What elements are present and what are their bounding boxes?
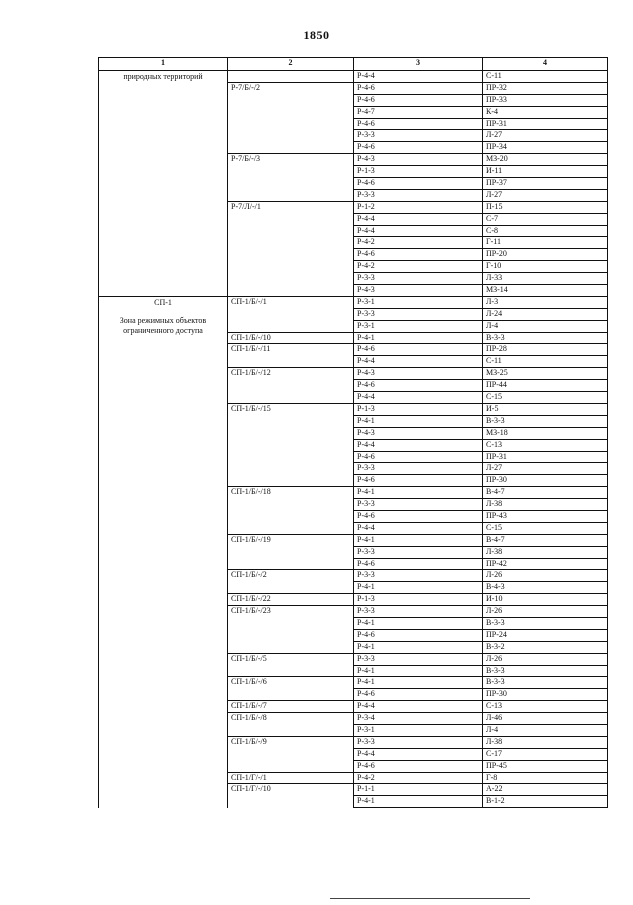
object-code-cell: Л-46 xyxy=(483,713,608,725)
column-header: 3 xyxy=(354,58,483,71)
zone-code-cell: СП-1/Б/-/15 xyxy=(228,403,354,486)
zone-code-cell: Р-7/Л/-/1 xyxy=(228,201,354,296)
object-code-cell: В-3-3 xyxy=(483,415,608,427)
object-code-cell: В-3-3 xyxy=(483,677,608,689)
zone-category-cell xyxy=(99,296,228,807)
object-code-cell: А-22 xyxy=(483,784,608,796)
regulation-code-cell: Р-3-3 xyxy=(354,189,483,201)
object-code-cell: С-8 xyxy=(483,225,608,237)
object-code-cell: В-4-3 xyxy=(483,582,608,594)
zone-code-cell: СП-1/Б/-/23 xyxy=(228,606,354,654)
object-code-cell: И-11 xyxy=(483,166,608,178)
regulation-code-cell: Р-3-3 xyxy=(354,606,483,618)
zone-code-cell: СП-1/Б/-/6 xyxy=(228,677,354,701)
zone-code-cell: СП-1/Г/-/1 xyxy=(228,772,354,784)
object-code-cell: С-13 xyxy=(483,439,608,451)
regulation-code-cell: Р-4-4 xyxy=(354,701,483,713)
regulation-code-cell: Р-4-2 xyxy=(354,261,483,273)
regulation-code-cell: Р-4-6 xyxy=(354,510,483,522)
regulation-code-cell: Р-4-3 xyxy=(354,368,483,380)
object-code-cell: ПР-34 xyxy=(483,142,608,154)
object-code-cell: В-4-7 xyxy=(483,534,608,546)
column-header: 4 xyxy=(483,58,608,71)
object-code-cell: Л-26 xyxy=(483,653,608,665)
zone-code-cell: СП-1/Б/-/7 xyxy=(228,701,354,713)
object-code-cell: ПР-31 xyxy=(483,451,608,463)
object-code-cell: Л-38 xyxy=(483,546,608,558)
object-code-cell: В-3-3 xyxy=(483,617,608,629)
regulation-code-cell: Р-4-1 xyxy=(354,534,483,546)
object-code-cell: Л-33 xyxy=(483,273,608,285)
regulation-code-cell: Р-4-7 xyxy=(354,106,483,118)
zone-code-cell xyxy=(228,71,354,83)
zone-code-cell: СП-1/Б/-/9 xyxy=(228,736,354,772)
regulation-code-cell: Р-4-6 xyxy=(354,760,483,772)
object-code-cell: ПР-42 xyxy=(483,558,608,570)
regulation-code-cell: Р-4-1 xyxy=(354,617,483,629)
zone-code-cell: СП-1/Б/-/1 xyxy=(228,296,354,332)
object-code-cell: Г-8 xyxy=(483,772,608,784)
object-code-cell: Л-4 xyxy=(483,724,608,736)
object-code-cell: Г-10 xyxy=(483,261,608,273)
object-code-cell: В-4-7 xyxy=(483,487,608,499)
regulation-code-cell: Р-4-2 xyxy=(354,772,483,784)
regulation-code-cell: Р-4-6 xyxy=(354,344,483,356)
object-code-cell: ПР-28 xyxy=(483,344,608,356)
regulation-code-cell: Р-4-6 xyxy=(354,142,483,154)
object-code-cell: МЗ-18 xyxy=(483,427,608,439)
regulation-code-cell: Р-4-4 xyxy=(354,748,483,760)
table-body xyxy=(99,71,608,808)
regulation-code-cell: Р-4-6 xyxy=(354,558,483,570)
object-code-cell: ПР-33 xyxy=(483,94,608,106)
regulation-code-cell: Р-3-3 xyxy=(354,499,483,511)
object-code-cell: С-7 xyxy=(483,213,608,225)
object-code-cell: В-3-3 xyxy=(483,665,608,677)
regulation-code-cell: Р-4-6 xyxy=(354,249,483,261)
regulation-code-cell: Р-3-3 xyxy=(354,653,483,665)
zone-code-cell: СП-1/Б/-/22 xyxy=(228,594,354,606)
regulation-code-cell: Р-3-4 xyxy=(354,713,483,725)
object-code-cell: И-5 xyxy=(483,403,608,415)
object-code-cell: В-1-2 xyxy=(483,796,608,808)
regulation-code-cell: Р-4-6 xyxy=(354,689,483,701)
object-code-cell: Л-27 xyxy=(483,130,608,142)
column-header: 2 xyxy=(228,58,354,71)
object-code-cell: МЗ-20 xyxy=(483,154,608,166)
regulation-code-cell: Р-4-4 xyxy=(354,356,483,368)
regulation-code-cell: Р-4-4 xyxy=(354,71,483,83)
regulation-code-cell: Р-3-3 xyxy=(354,736,483,748)
zone-code-cell: СП-1/Б/-/5 xyxy=(228,653,354,677)
zone-code-cell: Р-7/Б/-/2 xyxy=(228,82,354,153)
object-code-cell: ПР-20 xyxy=(483,249,608,261)
regulation-code-cell: Р-4-6 xyxy=(354,82,483,94)
regulation-code-cell: Р-4-1 xyxy=(354,332,483,344)
regulation-code-cell: Р-4-1 xyxy=(354,582,483,594)
object-code-cell: С-13 xyxy=(483,701,608,713)
object-code-cell: ПР-24 xyxy=(483,629,608,641)
zone-category-cell xyxy=(99,71,228,297)
object-code-cell: ПР-32 xyxy=(483,82,608,94)
footer-rule xyxy=(330,898,530,899)
regulation-code-cell: Р-3-3 xyxy=(354,546,483,558)
object-code-cell: МЗ-25 xyxy=(483,368,608,380)
object-code-cell: И-10 xyxy=(483,594,608,606)
object-code-cell: Л-26 xyxy=(483,570,608,582)
regulation-code-cell: Р-3-3 xyxy=(354,273,483,285)
object-code-cell: ПР-44 xyxy=(483,380,608,392)
object-code-cell: К-4 xyxy=(483,106,608,118)
regulation-code-cell: Р-4-6 xyxy=(354,629,483,641)
object-code-cell: ПР-43 xyxy=(483,510,608,522)
object-code-cell: С-11 xyxy=(483,71,608,83)
regulation-code-cell: Р-4-1 xyxy=(354,641,483,653)
object-code-cell: С-11 xyxy=(483,356,608,368)
object-code-cell: ПР-30 xyxy=(483,689,608,701)
regulation-code-cell: Р-4-4 xyxy=(354,213,483,225)
regulation-code-cell: Р-4-1 xyxy=(354,677,483,689)
object-code-cell: С-15 xyxy=(483,522,608,534)
zone-code-cell: СП-1/Б/-/8 xyxy=(228,713,354,737)
object-code-cell: Л-27 xyxy=(483,463,608,475)
object-code-cell: Л-38 xyxy=(483,499,608,511)
page-number: 1850 xyxy=(303,28,330,42)
regulation-code-cell: Р-3-3 xyxy=(354,308,483,320)
zoning-table xyxy=(98,57,608,808)
regulation-code-cell: Р-3-1 xyxy=(354,320,483,332)
zone-title: СП-1 xyxy=(154,297,172,307)
regulation-code-cell: Р-4-1 xyxy=(354,487,483,499)
zone-code-cell: СП-1/Б/-/10 xyxy=(228,332,354,344)
regulation-code-cell: Р-4-6 xyxy=(354,451,483,463)
zone-title: природных территорий xyxy=(123,72,203,81)
column-header: 1 xyxy=(99,58,228,71)
regulation-code-cell: Р-4-3 xyxy=(354,154,483,166)
object-code-cell: Л-26 xyxy=(483,606,608,618)
zone-code-cell: СП-1/Б/-/11 xyxy=(228,344,354,368)
regulation-code-cell: Р-4-1 xyxy=(354,665,483,677)
object-code-cell: Г-11 xyxy=(483,237,608,249)
regulation-code-cell: Р-4-1 xyxy=(354,415,483,427)
table-row xyxy=(99,71,608,83)
regulation-code-cell: Р-4-6 xyxy=(354,178,483,190)
regulation-code-cell: Р-3-3 xyxy=(354,130,483,142)
zone-code-cell: СП-1/Б/-/2 xyxy=(228,570,354,594)
regulation-code-cell: Р-4-4 xyxy=(354,439,483,451)
object-code-cell: П-15 xyxy=(483,201,608,213)
regulation-code-cell: Р-4-3 xyxy=(354,285,483,297)
object-code-cell: С-15 xyxy=(483,392,608,404)
regulation-code-cell: Р-1-3 xyxy=(354,594,483,606)
object-code-cell: Л-4 xyxy=(483,320,608,332)
object-code-cell: ПР-31 xyxy=(483,118,608,130)
zone-code-cell: СП-1/Б/-/12 xyxy=(228,368,354,404)
object-code-cell: В-3-2 xyxy=(483,641,608,653)
object-code-cell: МЗ-14 xyxy=(483,285,608,297)
regulation-code-cell: Р-1-2 xyxy=(354,201,483,213)
object-code-cell: Л-38 xyxy=(483,736,608,748)
object-code-cell: ПР-30 xyxy=(483,475,608,487)
regulation-code-cell: Р-4-1 xyxy=(354,796,483,808)
regulation-code-cell: Р-4-4 xyxy=(354,522,483,534)
regulation-code-cell: Р-1-3 xyxy=(354,403,483,415)
regulation-code-cell: Р-4-6 xyxy=(354,380,483,392)
regulation-code-cell: Р-4-2 xyxy=(354,237,483,249)
regulation-code-cell: Р-3-3 xyxy=(354,463,483,475)
object-code-cell: В-3-3 xyxy=(483,332,608,344)
zone-code-cell: СП-1/Б/-/18 xyxy=(228,487,354,535)
regulation-code-cell: Р-3-1 xyxy=(354,296,483,308)
object-code-cell: Л-3 xyxy=(483,296,608,308)
regulation-code-cell: Р-1-3 xyxy=(354,166,483,178)
zone-description: Зона режимных объектов ограниченного доступа xyxy=(119,315,207,335)
regulation-code-cell: Р-3-3 xyxy=(354,570,483,582)
regulation-code-cell: Р-4-6 xyxy=(354,475,483,487)
object-code-cell: Л-27 xyxy=(483,189,608,201)
regulation-code-cell: Р-4-6 xyxy=(354,118,483,130)
regulation-code-cell: Р-4-6 xyxy=(354,94,483,106)
object-code-cell: С-17 xyxy=(483,748,608,760)
table-row xyxy=(99,296,608,308)
object-code-cell: Л-24 xyxy=(483,308,608,320)
regulation-code-cell: Р-4-3 xyxy=(354,427,483,439)
object-code-cell: ПР-37 xyxy=(483,178,608,190)
regulation-code-cell: Р-4-4 xyxy=(354,392,483,404)
zone-code-cell: СП-1/Г/-/10 xyxy=(228,784,354,808)
regulation-code-cell: Р-3-1 xyxy=(354,724,483,736)
regulation-code-cell: Р-1-1 xyxy=(354,784,483,796)
object-code-cell: ПР-45 xyxy=(483,760,608,772)
zone-code-cell: СП-1/Б/-/19 xyxy=(228,534,354,570)
regulation-code-cell: Р-4-4 xyxy=(354,225,483,237)
zone-code-cell: Р-7/Б/-/3 xyxy=(228,154,354,202)
table-header-row xyxy=(99,58,608,71)
